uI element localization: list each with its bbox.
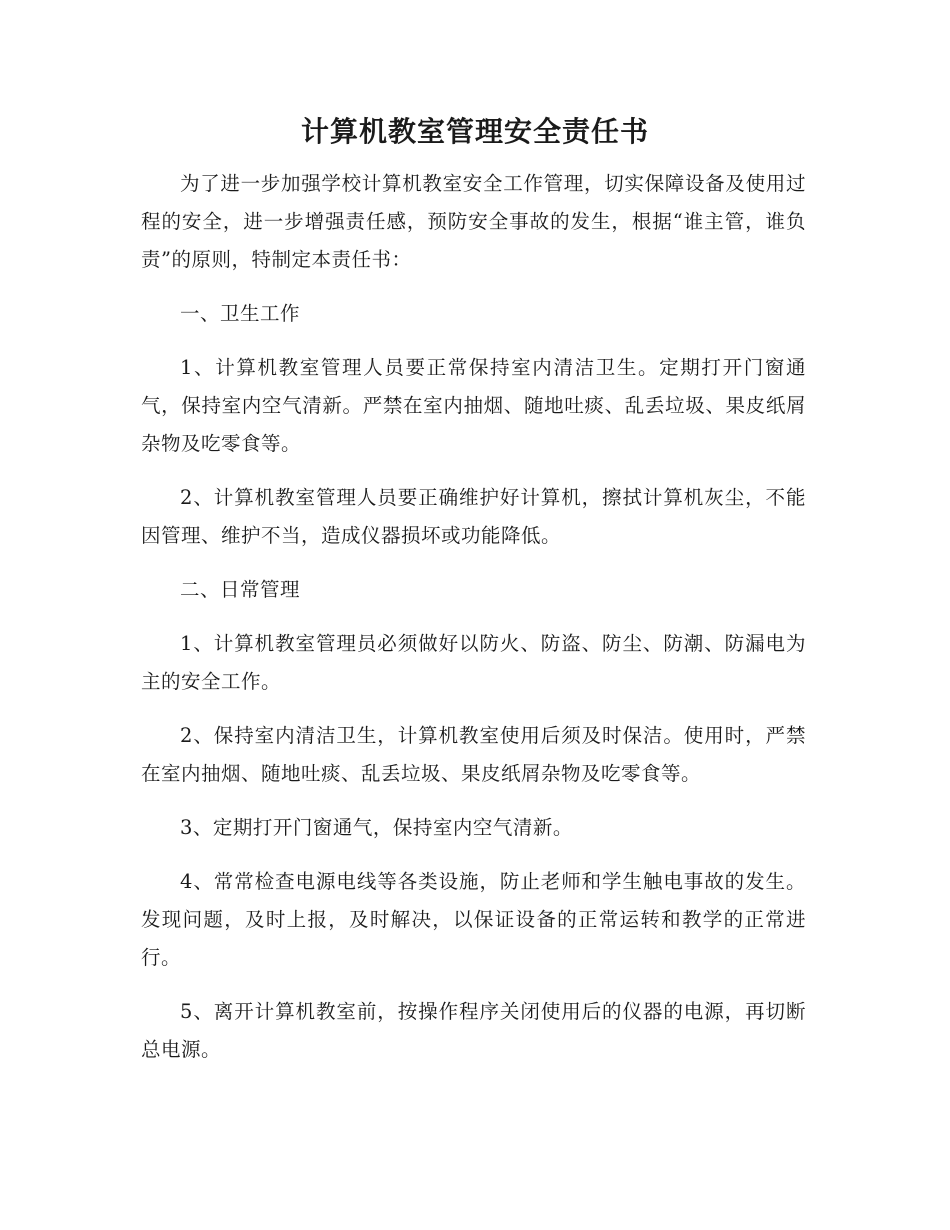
section-heading-daily-management: 二、日常管理 (180, 578, 301, 601)
document-body (141, 165, 806, 1085)
daily-item-3: 3、定期打开门窗通气，保持室内空气清新。 (180, 816, 573, 839)
document-title: 计算机教室管理安全责任书 (300, 115, 649, 148)
daily-item-1: 1、计算机教室管理员必须做好以防火、防盗、防尘、防潮、防漏电为主的安全工作。 (141, 632, 806, 693)
daily-item-5: 5、离开计算机教室前，按操作程序关闭使用后的仪器的电源，再切断总电源。 (141, 1000, 806, 1061)
hygiene-item-1: 1、计算机教室管理人员要正常保持室内清洁卫生。定期打开门窗通气，保持室内空气清新。严禁在室内抽烟、随地吐痰、乱丢垃圾、果皮纸屑杂物及吃零食等。 (141, 356, 806, 455)
section-heading-hygiene: 一、卫生工作 (180, 302, 301, 325)
daily-item-2: 2、保持室内清洁卫生，计算机教室使用后须及时保洁。使用时，严禁在室内抽烟、随地吐痰、乱丢垃圾、果皮纸屑杂物及吃零食等。 (141, 724, 806, 785)
intro-paragraph: 为了进一步加强学校计算机教室安全工作管理，切实保障设备及使用过程的安全，进一步增强责任感，预防安全事故的发生，根据“谁主管，谁负责”的原则，特制定本责任书： (141, 172, 806, 271)
hygiene-item-2: 2、计算机教室管理人员要正确维护好计算机，擦拭计算机灰尘，不能因管理、维护不当，造成仪器损坏或功能降低。 (141, 486, 806, 547)
daily-item-4: 4、常常检查电源电线等各类设施，防止老师和学生触电事故的发生。发现问题，及时上报，及时解决，以保证设备的正常运转和教学的正常进行。 (141, 870, 806, 969)
